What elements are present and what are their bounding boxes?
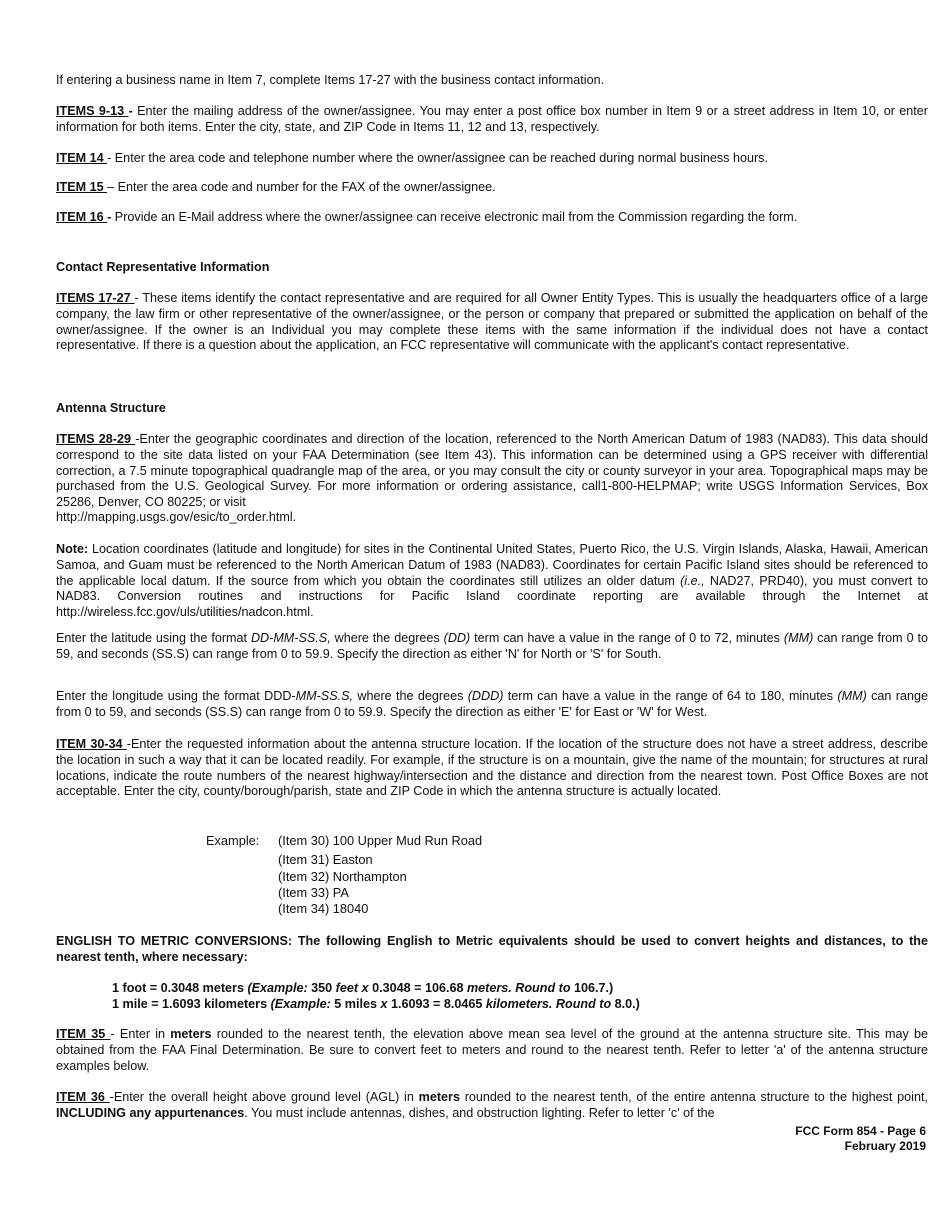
antenna-structure-heading: Antenna Structure bbox=[56, 401, 166, 415]
item-15-paragraph: ITEM 15 – Enter the area code and number for the FAX of the owner/assignee. bbox=[56, 180, 496, 194]
example-line: (Item 31) Easton bbox=[278, 851, 373, 867]
example-line: (Item 32) Northampton bbox=[278, 869, 407, 884]
example-line: (Item 34) 18040 bbox=[278, 901, 369, 916]
item-35-label: ITEM 35 bbox=[56, 1027, 111, 1041]
note-label: Note: bbox=[56, 542, 89, 556]
item-15-label: ITEM 15 bbox=[56, 180, 108, 194]
item-35-paragraph: ITEM 35 - Enter in meters rounded to the nearest tenth, the elevation above mean sea level of the ground at the antenna structure site. This may be obtained from the FAA Final Determination. Be sure to convert feet to meters and round to the nearest tenth. Refer to letter 'a' of the antenna structure examples below. bbox=[56, 1027, 928, 1073]
items-30-34-label: ITEM 30-34 bbox=[56, 737, 127, 751]
conversions-heading: ENGLISH TO METRIC CONVERSIONS: The following English to Metric equivalents should be used to convert heights and distances, to the nearest tenth, where necessary: bbox=[56, 934, 928, 964]
example-label: Example: bbox=[206, 833, 260, 848]
items-28-29-paragraph: ITEMS 28-29 -Enter the geographic coordinates and direction of the location, referenced to the North American Datum of 1983 (NAD83). This data should correspond to the site data listed on your FAA Determination (see Item 43). This information can be determined using a GPS receiver with differential correction, a 7.5 minute topographical quadrangle map of the area, or you may consult the city or county surveyor in your area. Topographical maps may be purchased from the U.S. Geological Survey. For more information or ordering assistance, call1-800-HELPMAP; write USGS Information Services, Box 25286, Denver, CO 80225; or visit bbox=[56, 432, 928, 510]
example-lines bbox=[278, 833, 482, 918]
page-footer bbox=[795, 1124, 926, 1154]
item-14-paragraph: ITEM 14 - Enter the area code and telephone number where the owner/assignee can be reached during normal business hours. bbox=[56, 151, 768, 165]
items-9-13-paragraph: ITEMS 9-13 - Enter the mailing address of the owner/assignee. You may enter a post office box number in Item 9 or a street address in Item 10, or enter information for both items. Enter the city, state, and ZIP Code in Items 11, 12 and 13, respectively. bbox=[56, 104, 929, 134]
form-date: February 2019 bbox=[844, 1139, 926, 1153]
intro-text: If entering a business name in Item 7, complete Items 17-27 with the business contact information. bbox=[56, 73, 605, 87]
contact-representative-heading: Contact Representative Information bbox=[56, 260, 270, 274]
latitude-paragraph: Enter the latitude using the format DD-MM-SS.S, where the degrees (DD) term can have a value in the range of 0 to 72, minutes (MM) can range from 0 to 59, and seconds (SS.S) can range from 0 to 59.9. Specify the direction as either 'N' for North or 'S' for South. bbox=[56, 631, 928, 661]
items-17-27-label: ITEMS 17-27 bbox=[56, 291, 135, 305]
items-30-34-paragraph: ITEM 30-34 -Enter the requested information about the antenna structure location. If the location of the structure does not have a street address, describe the location in such a way that it can be located readily. For example, if the structure is on a mountain, give the name of the mountain; for structures at rural locations, indicate the route numbers of the nearest highway/intersection and the distance and direction from the nearest town. Post Office Boxes are not acceptable. Enter the city, county/borough/parish, state and ZIP Code in which the antenna structure is actually located. bbox=[56, 737, 928, 799]
item-14-label: ITEM 14 bbox=[56, 151, 108, 165]
longitude-paragraph: Enter the longitude using the format DDD-MM-SS.S, where the degrees (DDD) term can have a value in the range of 64 to 180, minutes (MM) can range from 0 to 59, and seconds (SS.S) can range from 0 to 59.9. Specify the direction as either 'E' for East or 'W' for West. bbox=[56, 689, 928, 719]
usgs-url: http://mapping.usgs.gov/esic/to_order.html. bbox=[56, 510, 297, 524]
foot-conversion: 1 foot = 0.3048 meters (Example: 350 feet x 0.3048 = 106.68 meters. Round to 106.7.) bbox=[112, 981, 614, 995]
note-paragraph: Note: Location coordinates (latitude and longitude) for sites in the Continental United States, Puerto Rico, the U.S. Virgin Islands, Alaska, Hawaii, American Samoa, and Guam must be referenced to the North American Datum of 1983 (NAD83). Coordinates for certain Pacific Island sites should be referenced to the applicable local datum. If the source from which you obtain the coordinates still utilizes an older datum (i.e., NAD27, PRD40), you must convert to NAD83. Conversion routines and instructions for Pacific Island coordinate reporting are available through the Internet at http://wireless.fcc.gov/uls/utilities/nadcon.html. bbox=[56, 542, 928, 620]
item-16-paragraph: ITEM 16 - Provide an E-Mail address where the owner/assignee can receive electronic mail from the Commission regarding the form. bbox=[56, 210, 798, 224]
items-17-27-paragraph: ITEMS 17-27 - These items identify the contact representative and are required for all Owner Entity Types. This is usually the headquarters office of a large company, the law firm or other representative of the owner/assignee, or the person or company that prepared or submitted the application on behalf of the owner/assignee. If the owner is an Individual you may complete these items with the same information if the individual does not have a contact representative. If there is a question about the application, an FCC representative will communicate with the applicant's contact representative. bbox=[56, 291, 928, 353]
items-28-29-label: ITEMS 28-29 bbox=[56, 432, 136, 446]
items-9-13-label: ITEMS 9-13 bbox=[56, 104, 129, 118]
item-36-paragraph: ITEM 36 -Enter the overall height above ground level (AGL) in meters rounded to the nearest tenth, of the entire antenna structure to the highest point, INCLUDING any appurtenances. You must include antennas, dishes, and obstruction lighting. Refer to letter 'c' of the bbox=[56, 1090, 928, 1120]
mile-conversion: 1 mile = 1.6093 kilometers (Example: 5 miles x 1.6093 = 8.0465 kilometers. Round to 8.0.) bbox=[112, 997, 640, 1011]
form-page-label: FCC Form 854 - Page 6 bbox=[795, 1124, 926, 1138]
item-36-label: ITEM 36 bbox=[56, 1090, 110, 1104]
example-line: (Item 33) PA bbox=[278, 884, 349, 900]
item-16-label: ITEM 16 bbox=[56, 210, 108, 224]
example-line: (Item 30) 100 Upper Mud Run Road bbox=[278, 833, 483, 848]
